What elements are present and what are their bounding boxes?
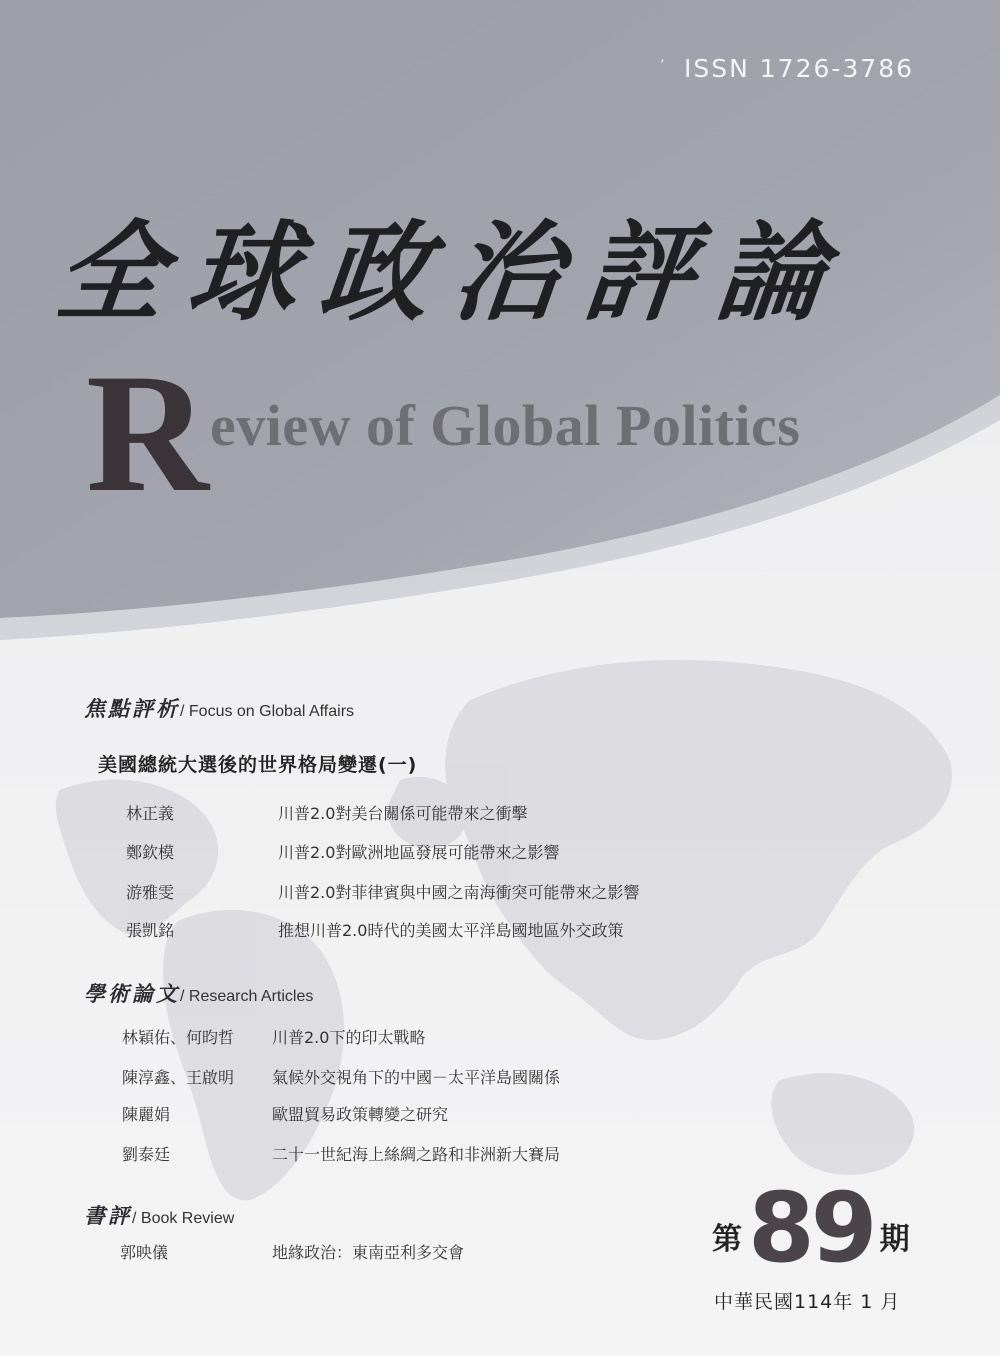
- entry-author: 林穎佑、何昀哲: [122, 1028, 235, 1047]
- section-focus-label-en: / Focus on Global Affairs: [180, 703, 355, 720]
- entry-author: 游雅雯: [126, 883, 175, 902]
- section-review-heading: [84, 1200, 234, 1230]
- section-review-label-cn: 書評: [84, 1203, 132, 1228]
- entry-title: 推想川普2.0時代的美國太平洋島國地區外交政策: [278, 921, 624, 940]
- entry-author: 張凱銘: [126, 921, 175, 940]
- entry-title: 川普2.0對菲律賓與中國之南海衝突可能帶來之影響: [278, 883, 640, 902]
- focus-subtitle: 美國總統大選後的世界格局變遷(一): [98, 754, 418, 776]
- section-review-label-en: / Book Review: [132, 1210, 235, 1227]
- issn-mark: ’: [660, 58, 665, 74]
- issue-number-value: 89: [748, 1172, 874, 1284]
- entry-author: 郭映儀: [120, 1243, 169, 1262]
- entry-title: 氣候外交視角下的中國－太平洋島國關係: [272, 1068, 561, 1087]
- entry-title: 二十一世紀海上絲綢之路和非洲新大賽局: [272, 1145, 561, 1164]
- entry-title: 歐盟貿易政策轉變之研究: [272, 1105, 449, 1124]
- issue-suffix: 期: [879, 1222, 910, 1257]
- issue-prefix: 第: [712, 1222, 742, 1257]
- section-research-label-cn: 學術論文: [84, 981, 180, 1006]
- entry-title: 川普2.0對美台關係可能帶來之衝擊: [278, 804, 528, 823]
- entry-author: 陳麗娟: [122, 1105, 171, 1124]
- journal-title-chinese: 全球政治評論: [50, 210, 856, 336]
- journal-title-english: eview of Global Politics: [210, 393, 801, 458]
- entry-author: 陳淳鑫、王啟明: [122, 1068, 235, 1087]
- entry-title: 川普2.0對歐洲地區發展可能帶來之影響: [278, 843, 560, 862]
- entry-title: 川普2.0下的印太戰略: [272, 1028, 426, 1047]
- issn-number: ISSN 1726-3786: [684, 54, 915, 83]
- entry-author: 劉泰廷: [122, 1145, 171, 1164]
- issue-date: 中華民國114年 1 月: [714, 1291, 901, 1313]
- entry-author: 林正義: [126, 804, 175, 823]
- entry-title: 地緣政治：東南亞利多交會: [272, 1243, 465, 1262]
- issue-number: [712, 1172, 910, 1284]
- section-focus-label-cn: 焦點評析: [84, 696, 180, 721]
- section-research-label-en: / Research Articles: [180, 988, 314, 1005]
- section-focus-heading: [84, 693, 354, 723]
- journal-title-initial: R: [86, 339, 209, 527]
- entry-author: 鄭欽模: [126, 843, 175, 862]
- section-research-heading: [84, 978, 313, 1008]
